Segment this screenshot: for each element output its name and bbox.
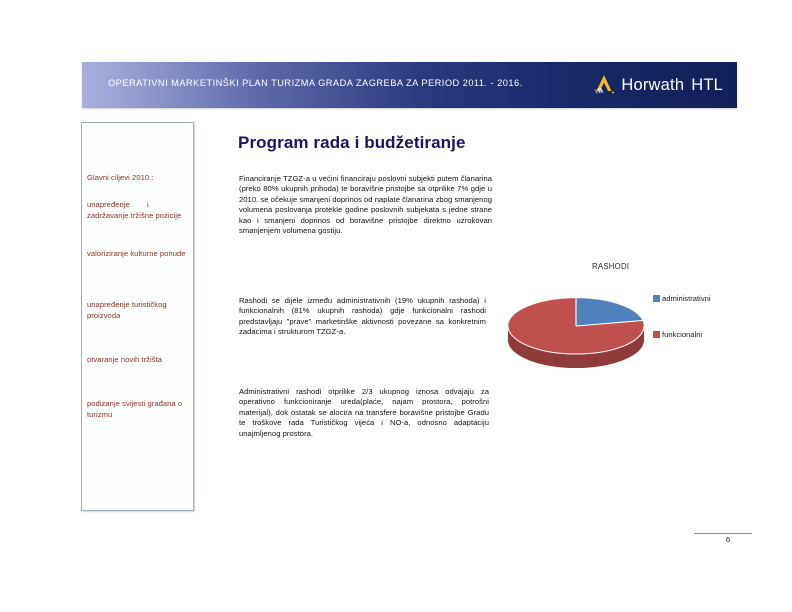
sidebar-item-heading: Glavni ciljevi 2010.: (87, 173, 154, 182)
legend-item-funkcionalni (653, 330, 757, 339)
footer-divider (694, 533, 752, 534)
horwath-htl-logo (592, 72, 723, 98)
paragraph-administrative-costs: Administrativni rashodi otprilike 2/3 ukupnog iznosa odvajaju za operativno funkcioniranje ureda(plaće, najam prostora, potrošni materijal), dok ostatak se alocira na transfere boravišne pristojbe Gradu te troškove rada Turističkog vijeća i NO-a, odnosno adaptaciju unajmljenog prostora. (239, 387, 489, 438)
paragraph-expenditure-split: Rashodi se dijele između administrativnih (19% ukupnih rashoda) i funkcionalnih (81% ukupnih rashoda) gdje funkcionalni rashodi predstavljaju "prave" marketinške aktivnosti povezane sa konkretnim zadacima i strukturom TZGZ-a. (239, 296, 486, 337)
sidebar-item-citizen-awareness: podizanje svijesti građana o turizmu (87, 399, 183, 419)
chart-title: RASHODI (592, 262, 630, 271)
legend-label-funkcionalni: funkcionalni (662, 330, 703, 339)
legend-item-administrativni (653, 294, 757, 303)
pie-chart-graphic (504, 282, 654, 374)
page-title: Program rada i budžetiranje (238, 133, 466, 152)
sidebar-panel (81, 122, 194, 511)
legend-swatch-administrativni (653, 295, 660, 302)
page-number: 6 (725, 535, 731, 544)
sidebar-item-market-position: unapređenje i zadržavanje tržišne pozicije (87, 200, 182, 220)
logo-name: Horwath (621, 75, 685, 94)
logo-wordmark (621, 76, 723, 95)
sidebar-item-tourism-product: unapređenje turističkog proizvoda (87, 300, 167, 320)
sidebar-item-cultural-offer: valoriziranje kulturne ponude (87, 249, 186, 258)
paragraph-financing: Financiranje TZGZ-a u većini financiraju poslovni subjekti putem članarina (preko 80% ukupnih prihoda) te boravišne pristojbe sa otprilike 7% gdje u 2010. se očekuje smanjeni doprinos od naplate članarina zbog smanjenog volumena poslovanja protekle godine poslovnih subjekata s jedne strane kao i smanjeni doprinos od boravišne pristojbe direktno uzrokovan smanjenjem volumena gostiju. (239, 174, 492, 236)
legend-swatch-funkcionalni (653, 331, 660, 338)
header-banner (82, 62, 737, 108)
chart-legend (653, 294, 757, 366)
legend-label-administrativni: administrativni (662, 294, 711, 303)
header-title: OPERATIVNI MARKETINŠKI PLAN TURIZMA GRADA ZAGREBA ZA PERIOD 2011. - 2016. (108, 78, 523, 88)
logo-suffix: HTL (691, 75, 723, 94)
horwath-mountain-icon (592, 74, 616, 96)
pie-chart (496, 262, 756, 380)
sidebar-item-new-markets: otvaranje novih tržišta (87, 355, 163, 364)
